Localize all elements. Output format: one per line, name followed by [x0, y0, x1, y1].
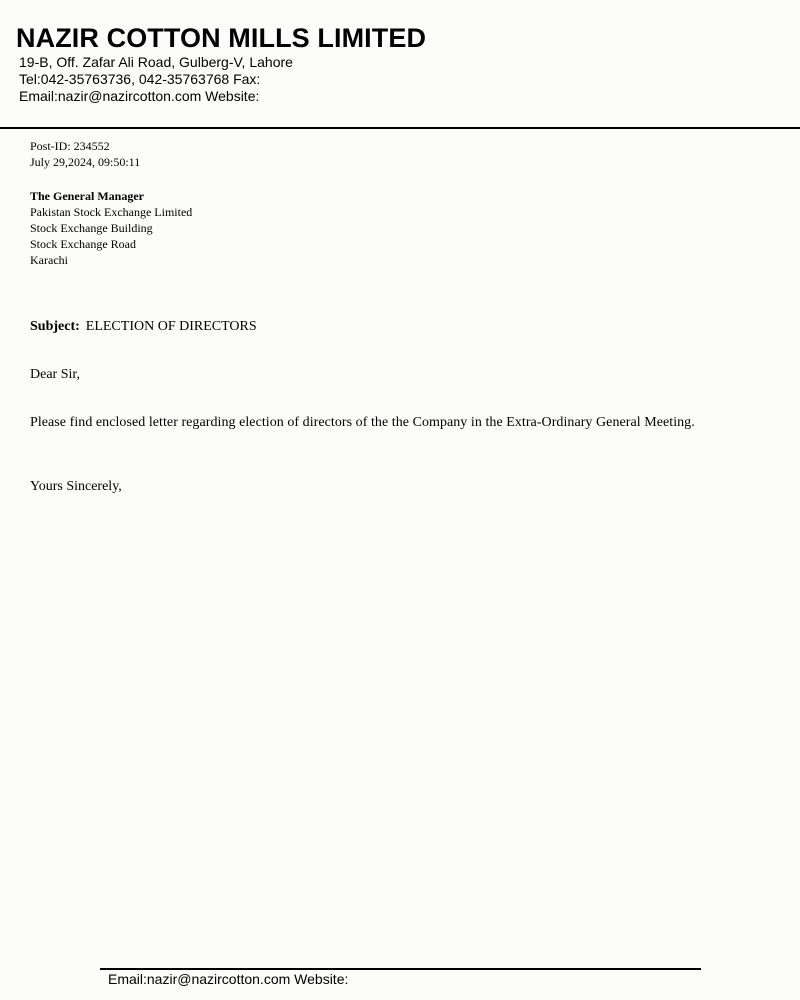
company-email: Email:nazir@nazircotton.com Website:: [19, 88, 260, 104]
recipient-organization: Pakistan Stock Exchange Limited: [30, 205, 193, 219]
recipient-building: Stock Exchange Building: [30, 221, 153, 235]
recipient-city: Karachi: [30, 253, 68, 267]
closing: Yours Sincerely,: [30, 479, 122, 494]
letter-body: Please find enclosed letter regarding election of directors of the the Company in the Extra-Ordinary General Meeting.: [30, 415, 695, 430]
subject-line: [30, 318, 257, 336]
letterhead: [0, 0, 800, 128]
header-divider: [0, 127, 800, 129]
company-contact: Tel:042-35763736, 042-35763768 Fax:: [19, 71, 261, 87]
footer-email: Email:nazir@nazircotton.com Website:: [108, 971, 349, 987]
recipient-name: The General Manager: [30, 189, 144, 203]
post-datetime: July 29,2024, 09:50:11: [30, 155, 141, 169]
post-id: Post-ID: 234552: [30, 139, 110, 153]
company-address: 19-B, Off. Zafar Ali Road, Gulberg-V, Lahore: [19, 54, 293, 70]
subject-label: Subject:: [30, 319, 80, 334]
company-name: NAZIR COTTON MILLS LIMITED: [16, 23, 427, 53]
footer-divider: [100, 968, 701, 970]
subject-text: ELECTION OF DIRECTORS: [85, 319, 257, 334]
salutation: Dear Sir,: [30, 367, 80, 382]
recipient-block: [30, 188, 192, 268]
recipient-road: Stock Exchange Road: [30, 237, 136, 251]
